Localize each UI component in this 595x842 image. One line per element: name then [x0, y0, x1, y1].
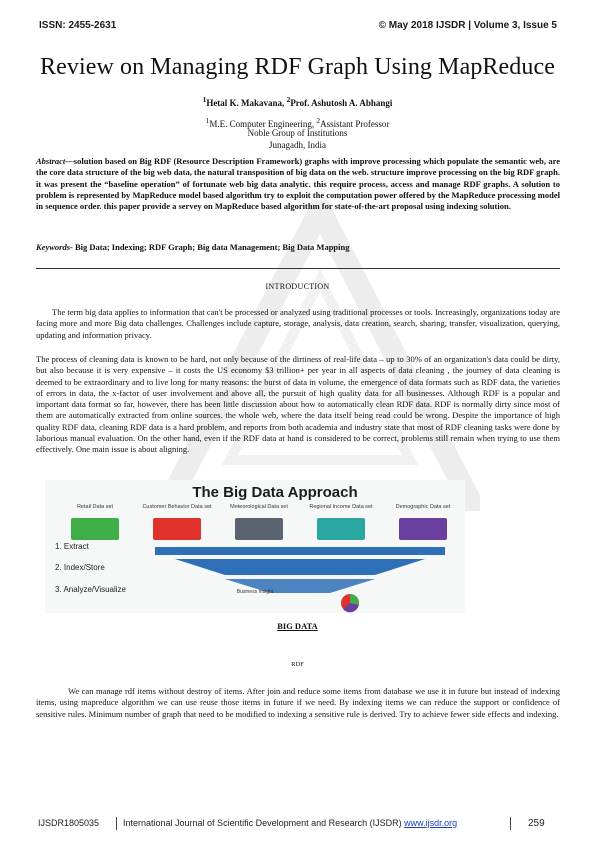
keywords-label: Keywords-: [36, 242, 73, 252]
source-label: Meteorological Data set: [230, 504, 288, 510]
author1-name: Hetal K. Makavana,: [206, 98, 287, 108]
journal-name: [123, 818, 457, 828]
author2-name: Prof. Ashutosh A. Abhangi: [290, 98, 393, 108]
abstract: [36, 156, 560, 212]
issue-header: © May 2018 IJSDR | Volume 3, Issue 5: [378, 20, 557, 31]
abstract-text: —solution based on Big RDF (Resource Description Framework) graphs with improve processing which populate the semantic web, are the core data structure of the big web data, the natural transposition of big data on the web. structure improve processing on the big RDF graph. it was present the “baseline operation” of fortunate web big data analytic. this require process, access and manage RDF graphs. A solution to problem is represented by MapReduce model based algorithm try to exploit the computation power offered by the MapReduce processing model in sequence order. this paper provide a servey on MapReduce based algorithm for state-of-the-art proposal using indexing solution.: [36, 156, 560, 212]
issn-header: ISSN: 2455-2631: [39, 20, 117, 31]
step-extract: 1. Extract: [55, 542, 89, 551]
step-index-store: 2. Index/Store: [55, 563, 105, 572]
figure-title: The Big Data Approach: [192, 484, 358, 501]
page-number: 259: [528, 818, 545, 829]
source-label: Regional Income Data set: [309, 504, 373, 510]
source-customer-behavior: [139, 504, 215, 540]
keywords-text: Big Data; Indexing; RDF Graph; Big data Management; Big Data Mapping: [72, 242, 350, 252]
cart-icon: [71, 518, 119, 540]
big-data-approach-figure: [45, 480, 465, 613]
source-label: Customer Behavior Data set: [142, 504, 212, 510]
intro-paragraph-1: The term big data applies to information that can't be processed or analyzed using traditional processes or tools. Increasingly, organizations today are facing more and more Big data challenges. Challenges include capture, storage, analysis, data creation, search, sharing, transfer, visualization, querying, updating and information privacy.: [36, 307, 560, 340]
abstract-label: Abstract: [36, 156, 66, 166]
journal-link[interactable]: www.ijsdr.org: [404, 818, 458, 828]
journal-text: International Journal of Scientific Development and Research (IJSDR): [123, 818, 405, 828]
footer-divider: [510, 817, 511, 830]
affiliation2-text: Assistant Professor: [320, 119, 390, 129]
behavior-icon: [153, 518, 201, 540]
rdf-paragraph: We can manage rdf items without destroy of items. After join and reduce some items from database we use it in future but instead of indexing items, using mapreduce algorithm we can use reuse those items in future if we need. By indexing items we can reduce the support or confidence of sensitive rules. Minimum number of graph that need to be modified to indexing a sensitive rule is derived. Try to achieve fewer side effects and indexing.: [36, 686, 560, 719]
author-list: [0, 95, 595, 108]
intro-paragraph-2: The process of cleaning data is known to be hard, not only because of the dirtiness of real-life data – up to 30% of an organization's data could be dirty, but also because it is very expensive – it costs the US economy $3 trillion+ per year in all aspects of data cleaning , the journey of data cleaning is deemed to be extraordinary and to live long for many reasons: the burst of data in volume, the emergence of data formats such as RDF data, the varieties of errors in data, the x-factor of user involvement and above all, the pursuit of high quality data for all businesses. Although RDF is a popular and important data format so far, however, there has been little discussion about how to automatically clean RDF data. RDF is normally dirty since most of them are automatically extracted from online sources. the whole web, where the data itself being read could be wrong. Despite the importance of high quality RDF data, cleaning RDF data is a hard problem, and reports from both academia and industry state that most of RDF cleaning tasks were done by laborious manual evaluation. On the other hand, even if the RDF data at hand is considered to be correct, problems still remain when trying to use them effectively. One main issue is about aligning.: [36, 354, 560, 455]
processing-funnel: [145, 545, 455, 613]
paper-id: IJSDR1805035: [38, 818, 100, 828]
bar-chart-icon: [399, 518, 447, 540]
business-insight-label: Business Insight: [236, 589, 274, 595]
affiliation2-superscript: 2: [316, 116, 321, 125]
source-regional-income: [303, 504, 379, 540]
source-label: Demographic Data set: [395, 504, 451, 510]
affiliation-line-3: Junagadh, India: [269, 140, 326, 150]
figure-subcaption: RDF: [291, 661, 304, 668]
source-demographic: [385, 504, 461, 540]
footer-divider: [116, 817, 117, 830]
source-retail: [57, 504, 133, 540]
author2-superscript: 2: [286, 95, 291, 104]
affiliation1-superscript: 1: [205, 116, 210, 125]
affiliation1-text: M.E. Computer Engineering,: [209, 119, 317, 129]
weather-icon: [235, 518, 283, 540]
source-meteorological: [221, 504, 297, 540]
section-divider: [36, 268, 560, 269]
author1-superscript: 1: [202, 95, 207, 104]
step-analyze-visualize: 3. Analyze/Visualize: [55, 585, 127, 594]
income-icon: [317, 518, 365, 540]
keywords: [36, 242, 560, 253]
source-label: Retail Data set: [76, 504, 114, 510]
introduction-heading: INTRODUCTION: [265, 282, 330, 291]
page-footer: [38, 818, 558, 832]
paper-title: Review on Managing RDF Graph Using MapReduce: [40, 54, 555, 80]
figure-caption: BIG DATA: [277, 621, 318, 631]
affiliation-line-2: Noble Group of Institutions: [247, 128, 348, 138]
